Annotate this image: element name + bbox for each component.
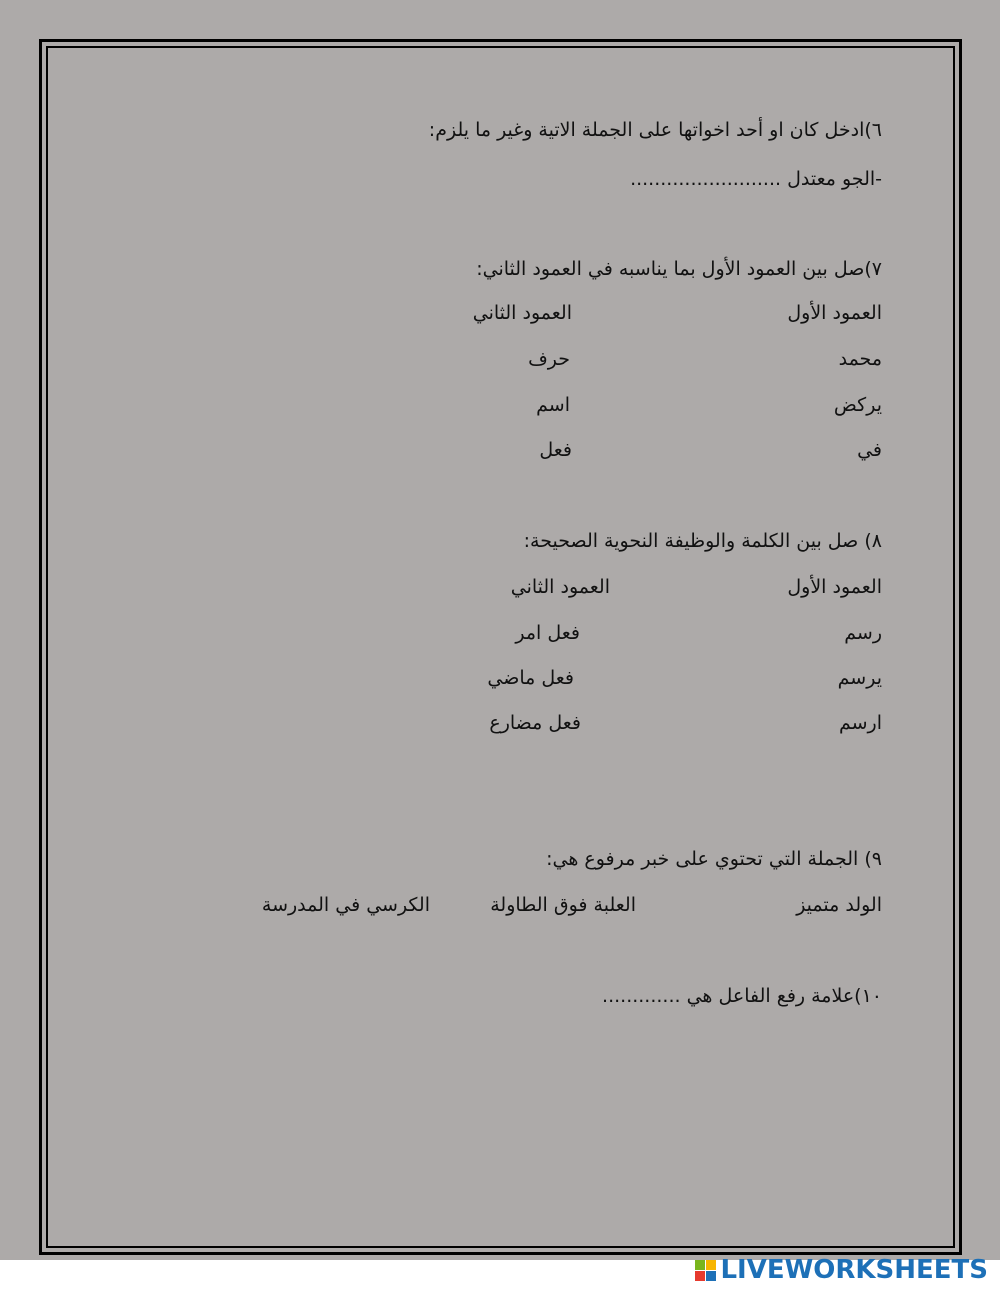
question-6-title: ٦)ادخل كان او أحد اخواتها على الجملة الاتية وغير ما يلزم: [428,119,882,141]
liveworksheets-mark-icon [695,1260,716,1281]
q8-row1-right: فعل امر [515,622,580,644]
question-8-title: ٨) صل بين الكلمة والوظيفة النحوية الصحيحة: [523,530,882,552]
page-border-inner [46,46,955,1248]
question-7-title: ٧)صل بين العمود الأول بما يناسبه في العمود الثاني: [476,258,882,280]
q7-col1-header: العمود الأول [787,302,882,324]
q8-row3-left: ارسم [838,712,882,734]
q8-row2-right: فعل ماضي [487,667,574,689]
q8-row1-left: رسم [844,622,882,644]
logo-mark-v [695,1271,705,1281]
question-6-sentence: -الجو معتدل ......................... [630,168,882,190]
logo-mark-l [695,1260,705,1270]
q9-option-1: الولد متميز [796,894,882,916]
q8-row3-right: فعل مضارع [489,712,581,734]
q7-row2-right: اسم [536,394,570,416]
q8-col1-header: العمود الأول [787,576,882,598]
q7-row1-right: حرف [528,348,570,370]
q7-row1-left: محمد [838,348,882,370]
q9-option-3: الكرسي في المدرسة [261,894,430,916]
logo-mark-e [706,1271,716,1281]
q9-option-2: العلبة فوق الطاولة [490,894,636,916]
q7-col2-header: العمود الثاني [472,302,572,324]
question-9-title: ٩) الجملة التي تحتوي على خبر مرفوع هي: [546,848,882,870]
logo-text: LIVEWORKSHEETS [720,1255,988,1285]
logo-mark-i [706,1260,716,1270]
question-10-title: ١٠)علامة رفع الفاعل هي ............. [602,985,882,1007]
liveworksheets-logo [695,1255,988,1285]
q7-row3-left: في [857,439,882,461]
q7-row3-right: فعل [539,439,572,461]
q8-row2-left: يرسم [837,667,882,689]
q7-row2-left: يركض [833,394,882,416]
q8-col2-header: العمود الثاني [510,576,610,598]
